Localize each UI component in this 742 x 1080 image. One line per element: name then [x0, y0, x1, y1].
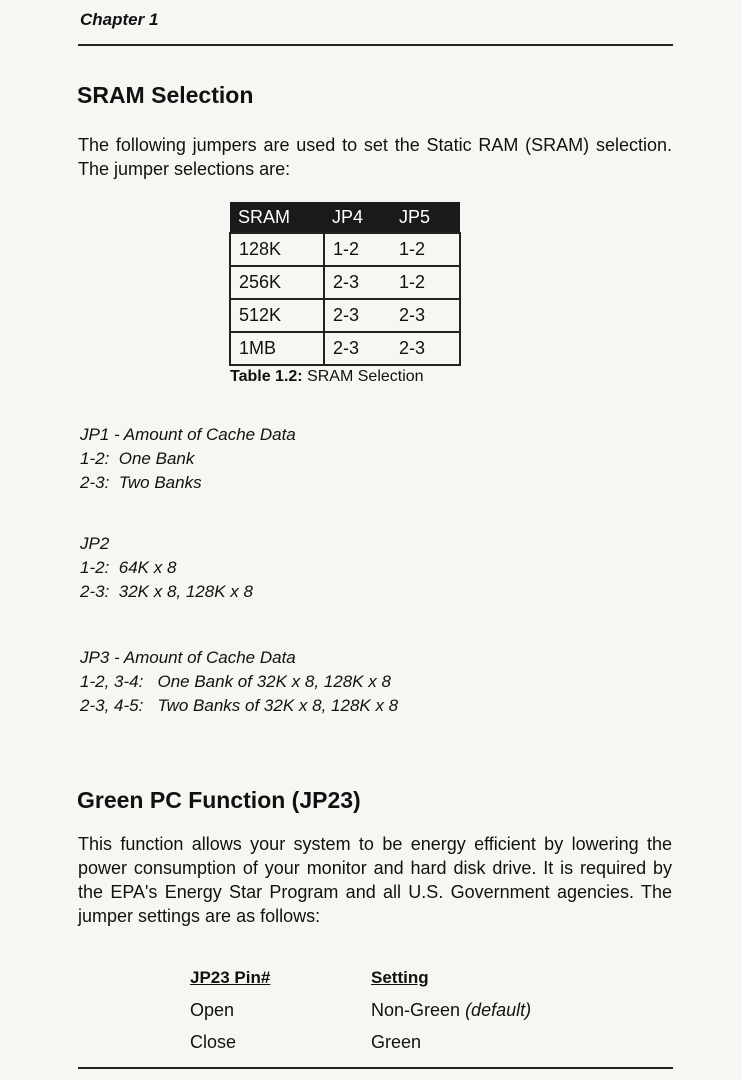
jp3-label: JP3 — [80, 648, 110, 667]
settings-setting-text: Green — [371, 1032, 422, 1052]
jp1-option-key: 1-2: — [80, 449, 110, 468]
settings-pin-value: Open — [190, 1000, 235, 1020]
settings-setting-value — [371, 994, 621, 1026]
table-cell: 1MB — [230, 332, 324, 365]
header-rule — [78, 44, 673, 46]
table-cell: 1-2 — [324, 233, 391, 266]
sram-selection-table — [229, 202, 461, 366]
jp2-option-value: 32K x 8, 128K x 8 — [118, 582, 253, 601]
jp1-label: JP1 — [80, 425, 110, 444]
settings-default-note: (default) — [465, 1000, 532, 1020]
jp2-option-key: 2-3: — [80, 582, 110, 601]
table-cell: 128K — [230, 233, 324, 266]
table-header-row — [230, 202, 460, 233]
jp1-option-value: Two Banks — [118, 473, 202, 492]
jp2-block — [80, 532, 253, 604]
table-cell: 2-3 — [324, 332, 391, 365]
jp3-option-value: Two Banks of 32K x 8, 128K x 8 — [157, 696, 399, 715]
settings-setting-text: Non-Green — [371, 1000, 461, 1020]
table-cell: 256K — [230, 266, 324, 299]
table-cell: 1-2 — [391, 266, 460, 299]
table-cell: 2-3 — [324, 299, 391, 332]
sram-intro-paragraph: The following jumpers are used to set the Static RAM (SRAM) selection. The jumper selections are: — [78, 135, 672, 179]
jp1-option-value: One Bank — [118, 449, 195, 468]
table-cell: 512K — [230, 299, 324, 332]
jp1-block — [80, 423, 296, 495]
green-pc-section-title: Green PC Function (JP23) — [77, 787, 361, 813]
table-cell: 1-2 — [391, 233, 460, 266]
jp2-label: JP2 — [80, 534, 110, 553]
jp2-option-key: 1-2: — [80, 558, 110, 577]
jp3-option-value: One Bank of 32K x 8, 128K x 8 — [157, 672, 391, 691]
table-header-cell: JP4 — [324, 202, 391, 233]
table-row — [230, 233, 460, 266]
settings-pin-value: Close — [190, 1032, 237, 1052]
table-row — [230, 266, 460, 299]
settings-header-setting: Setting — [371, 968, 429, 987]
jp1-option-key: 2-3: — [80, 473, 110, 492]
jp3-option-key: 2-3, 4-5: — [80, 696, 144, 715]
jp3-block — [80, 646, 398, 718]
footer-rule — [78, 1067, 673, 1069]
jp3-option-key: 1-2, 3-4: — [80, 672, 144, 691]
caption-label: Table 1.2: — [230, 368, 303, 385]
jp2-option-value: 64K x 8 — [118, 558, 177, 577]
table-cell: 2-3 — [324, 266, 391, 299]
chapter-header: Chapter 1 — [80, 10, 159, 29]
table-caption — [230, 368, 424, 386]
table-row — [230, 299, 460, 332]
settings-setting-value — [371, 1026, 621, 1058]
green-pc-intro-paragraph: This function allows your system to be energy efficient by lowering the power consumption of your monitor and hard disk drive. It is required by the EPA's Energy Star Program and all U.S. Government agencies. The jumper settings are as follows: — [78, 834, 672, 926]
table-cell: 2-3 — [391, 299, 460, 332]
table-header-cell: SRAM — [230, 202, 324, 233]
jp1-description: - Amount of Cache Data — [109, 425, 296, 444]
settings-header-pin: JP23 Pin# — [190, 968, 271, 987]
caption-text: SRAM Selection — [307, 368, 424, 385]
table-row — [230, 332, 460, 365]
table-header-cell: JP5 — [391, 202, 460, 233]
table-cell: 2-3 — [391, 332, 460, 365]
sram-section-title: SRAM Selection — [77, 82, 254, 108]
jp3-description: - Amount of Cache Data — [109, 648, 296, 667]
